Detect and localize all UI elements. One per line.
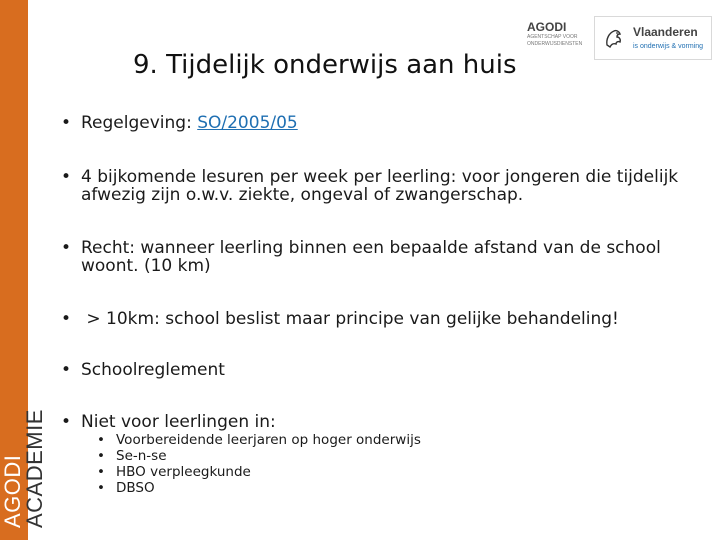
bullet-marker: • <box>61 167 72 187</box>
vlaanderen-logo <box>594 16 712 60</box>
sub-bullet-text: DBSO <box>116 480 155 496</box>
brand-line-agodi: AGODI <box>0 454 25 528</box>
bullet-text: > 10km: school beslist maar principe van gelijke behandeling! <box>81 309 619 329</box>
sub-bullet-text: HBO verpleegkunde <box>116 464 251 480</box>
bullet-text: Niet voor leerlingen in: <box>81 412 276 432</box>
bullet-text: 4 bijkomende lesuren per week per leerling: voor jongeren die tijdelijk afwezig zijn o.w.v. ziekte, ongeval of zwangerschap. <box>81 167 679 205</box>
sub-bullet-marker: • <box>97 432 105 448</box>
vlaanderen-logo-subtitle: is onderwijs & vorming <box>633 43 704 50</box>
bullet-marker: • <box>61 412 72 432</box>
bullet-marker: • <box>61 113 72 133</box>
sub-bullet-marker: • <box>97 448 105 464</box>
brand-line-academie: ACADEMIE <box>22 409 47 528</box>
slide-title: 9. Tijdelijk onderwijs aan huis <box>133 50 517 80</box>
bullet-text: Schoolreglement <box>81 360 225 380</box>
vlaanderen-logo-name: Vlaanderen <box>633 25 698 39</box>
agodi-logo-tagline: AGENTSCHAP VOOR ONDERWIJSDIENSTEN <box>527 34 583 47</box>
sub-bullet-text: Se-n-se <box>116 448 167 464</box>
bullet-marker: • <box>61 238 72 258</box>
agodi-academie-vertical-logo <box>2 398 50 528</box>
agodi-logo <box>527 20 585 56</box>
sub-bullet-marker: • <box>97 464 105 480</box>
sub-bullet-marker: • <box>97 480 105 496</box>
agodi-logo-name: AGODI <box>527 20 567 34</box>
bullet-marker: • <box>61 309 72 329</box>
regelgeving-link[interactable]: SO/2005/05 <box>197 113 298 133</box>
bullet-text: Recht: wanneer leerling binnen een bepaalde afstand van de school woont. (10 km) <box>81 238 661 276</box>
bullet-marker: • <box>61 360 72 380</box>
bullet-prefix: Regelgeving: <box>81 113 198 133</box>
sub-bullet-text: Voorbereidende leerjaren op hoger onderwijs <box>116 432 421 448</box>
flemish-lion-icon <box>601 25 627 51</box>
